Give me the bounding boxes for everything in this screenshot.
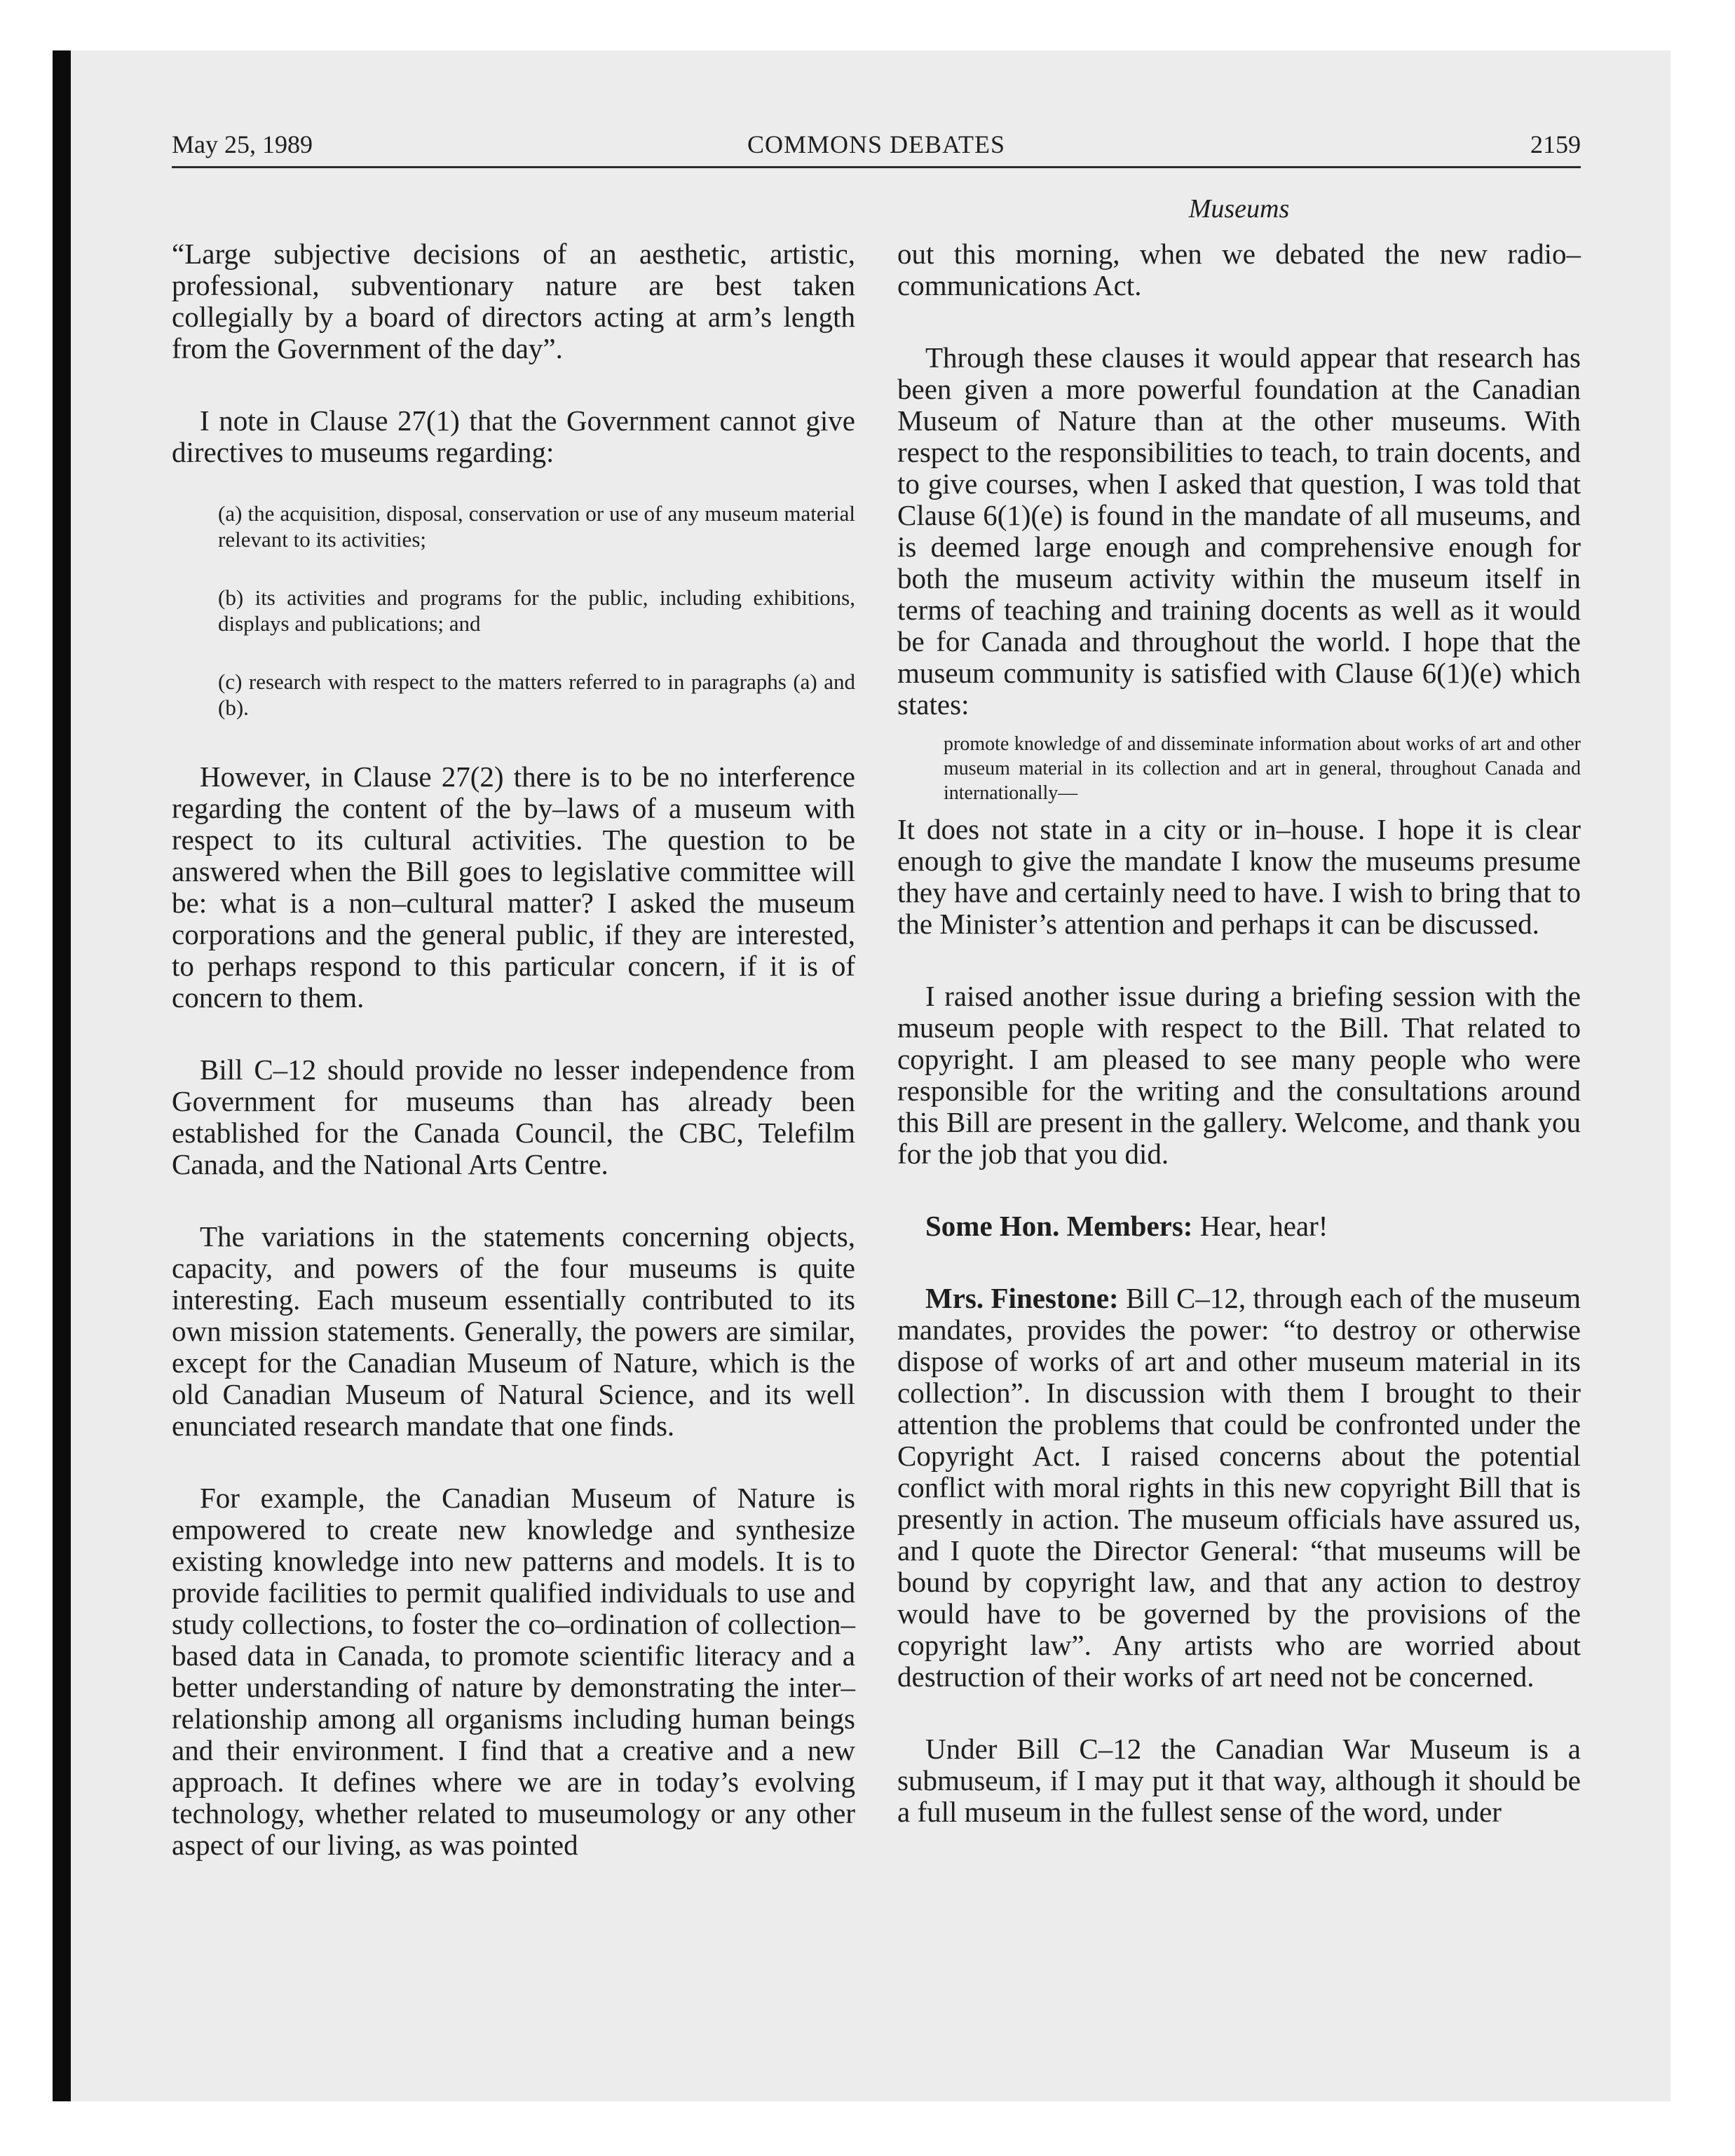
paragraph: For example, the Canadian Museum of Nature is empowered to create new knowledge and synthesize existing knowledge into new patterns and models. It is to provide facilities to permit qualified individuals to use and study collections, to foster the co–ordination of collection–based data in Canada, to promote scientific literacy and a better understanding of nature by demonstrating the inter–relationship among all organisms including human beings and their environment. I find that a creative and a new approach. It defines where we are in today’s evolving technology, whether related to museumology or any other aspect of our living, as was pointed bbox=[172, 1482, 855, 1861]
section-heading: Museums bbox=[1188, 194, 1290, 224]
running-header bbox=[172, 128, 1581, 168]
paragraph: Bill C–12 should provide no lesser independence from Government for museums than has already been established for the Canada Council, the CBC, Telefilm Canada, and the National Arts Centre. bbox=[172, 1053, 855, 1180]
paragraph: The variations in the statements concerning objects, capacity, and powers of the four museums is quite interesting. Each museum essentially contributed to its own mission statements. Generally, the powers are similar, except for the Canadian Museum of Nature, which is the old Canadian Museum of Natural Science, and its well enunciated research mandate that one finds. bbox=[172, 1220, 855, 1442]
paragraph: “Large subjective decisions of an aesthetic, artistic, professional, subventionary nature are best taken collegially by a board of directors acting at arm’s length from the Government of the day”. bbox=[172, 238, 855, 364]
speaker-name: Some Hon. Members: bbox=[925, 1210, 1193, 1242]
quoted-clause-b: (b) its activities and programs for the public, including exhibitions, displays and publications; and bbox=[218, 585, 855, 636]
header-date: May 25, 1989 bbox=[172, 130, 313, 158]
paragraph: I note in Clause 27(1) that the Government cannot give directives to museums regarding: bbox=[172, 404, 855, 468]
paragraph: Under Bill C–12 the Canadian War Museum is a submuseum, if I may put it that way, although it should be a full museum in the fullest sense of the word, under bbox=[897, 1733, 1581, 1828]
header-publication: COMMONS DEBATES bbox=[747, 130, 1006, 158]
header-page-number: 2159 bbox=[1530, 130, 1581, 158]
quoted-clause-a: (a) the acquisition, disposal, conservation or use of any museum material relevant to its activities; bbox=[218, 501, 855, 552]
quoted-clause: promote knowledge of and disseminate information about works of art and other museum material in its collection and art in general, throughout Canada and internationally— bbox=[944, 733, 1581, 804]
binding-edge bbox=[53, 50, 71, 2101]
speech-paragraph bbox=[897, 1210, 1581, 1242]
speech-text: Hear, hear! bbox=[1199, 1210, 1328, 1242]
speaker-name: Mrs. Finestone: bbox=[925, 1282, 1119, 1314]
page-content bbox=[172, 128, 1581, 2069]
left-column bbox=[172, 238, 855, 1902]
scanned-page bbox=[53, 50, 1671, 2101]
paragraph: I raised another issue during a briefing session with the museum people with respect to the Bill. That related to copyright. I am pleased to see many people who were responsible for the writing and the consultations around this Bill are present in the gallery. Welcome, and thank you for the job that you did. bbox=[897, 980, 1581, 1170]
quoted-clause-c: (c) research with respect to the matters referred to in paragraphs (a) and (b). bbox=[218, 669, 855, 720]
paragraph: It does not state in a city or in–house. I hope it is clear enough to give the mandate I know the museums presume they have and certainly need to have. I wish to bring that to the Minister’s attention and perhaps it can be discussed. bbox=[897, 813, 1581, 940]
right-column bbox=[897, 238, 1581, 1869]
speech-paragraph bbox=[897, 1283, 1581, 1693]
speech-text: Bill C–12, through each of the museum mandates, provides the power: “to destroy or otherwise dispose of works of art and other museum material in its collection”. In discussion with them I brought to their attention the problems that could be confronted under the Copyright Act. I raised concerns about the potential conflict with moral rights in this new copyright Bill that is presently in action. The museum officials have assured us, and I quote the Director General: “that museums will be bound by copyright law, and that any action to destroy would have to be governed by the provisions of the copyright law”. Any artists who are worried about destruction of their works of art need not be concerned. bbox=[897, 1282, 1581, 1693]
paragraph: Through these clauses it would appear that research has been given a more powerful foundation at the Canadian Museum of Nature than at the other museums. With respect to the responsibilities to teach, to train docents, and to give courses, when I asked that question, I was told that Clause 6(1)(e) is found in the mandate of all museums, and is deemed large enough and comprehensive enough for both the museum activity within the museum itself in terms of teaching and training docents as well as it would be for Canada and throughout the world. I hope that the museum community is satisfied with Clause 6(1)(e) which states: bbox=[897, 341, 1581, 721]
paragraph: However, in Clause 27(2) there is to be no interference regarding the content of the by–laws of a museum with respect to its cultural activities. The question to be answered when the Bill goes to legislative committee will be: what is a non–cultural matter? I asked the museum corporations and the general public, if they are interested, to perhaps respond to this particular concern, if it is of concern to them. bbox=[172, 760, 855, 1014]
paragraph: out this morning, when we debated the new radio–communications Act. bbox=[897, 238, 1581, 301]
